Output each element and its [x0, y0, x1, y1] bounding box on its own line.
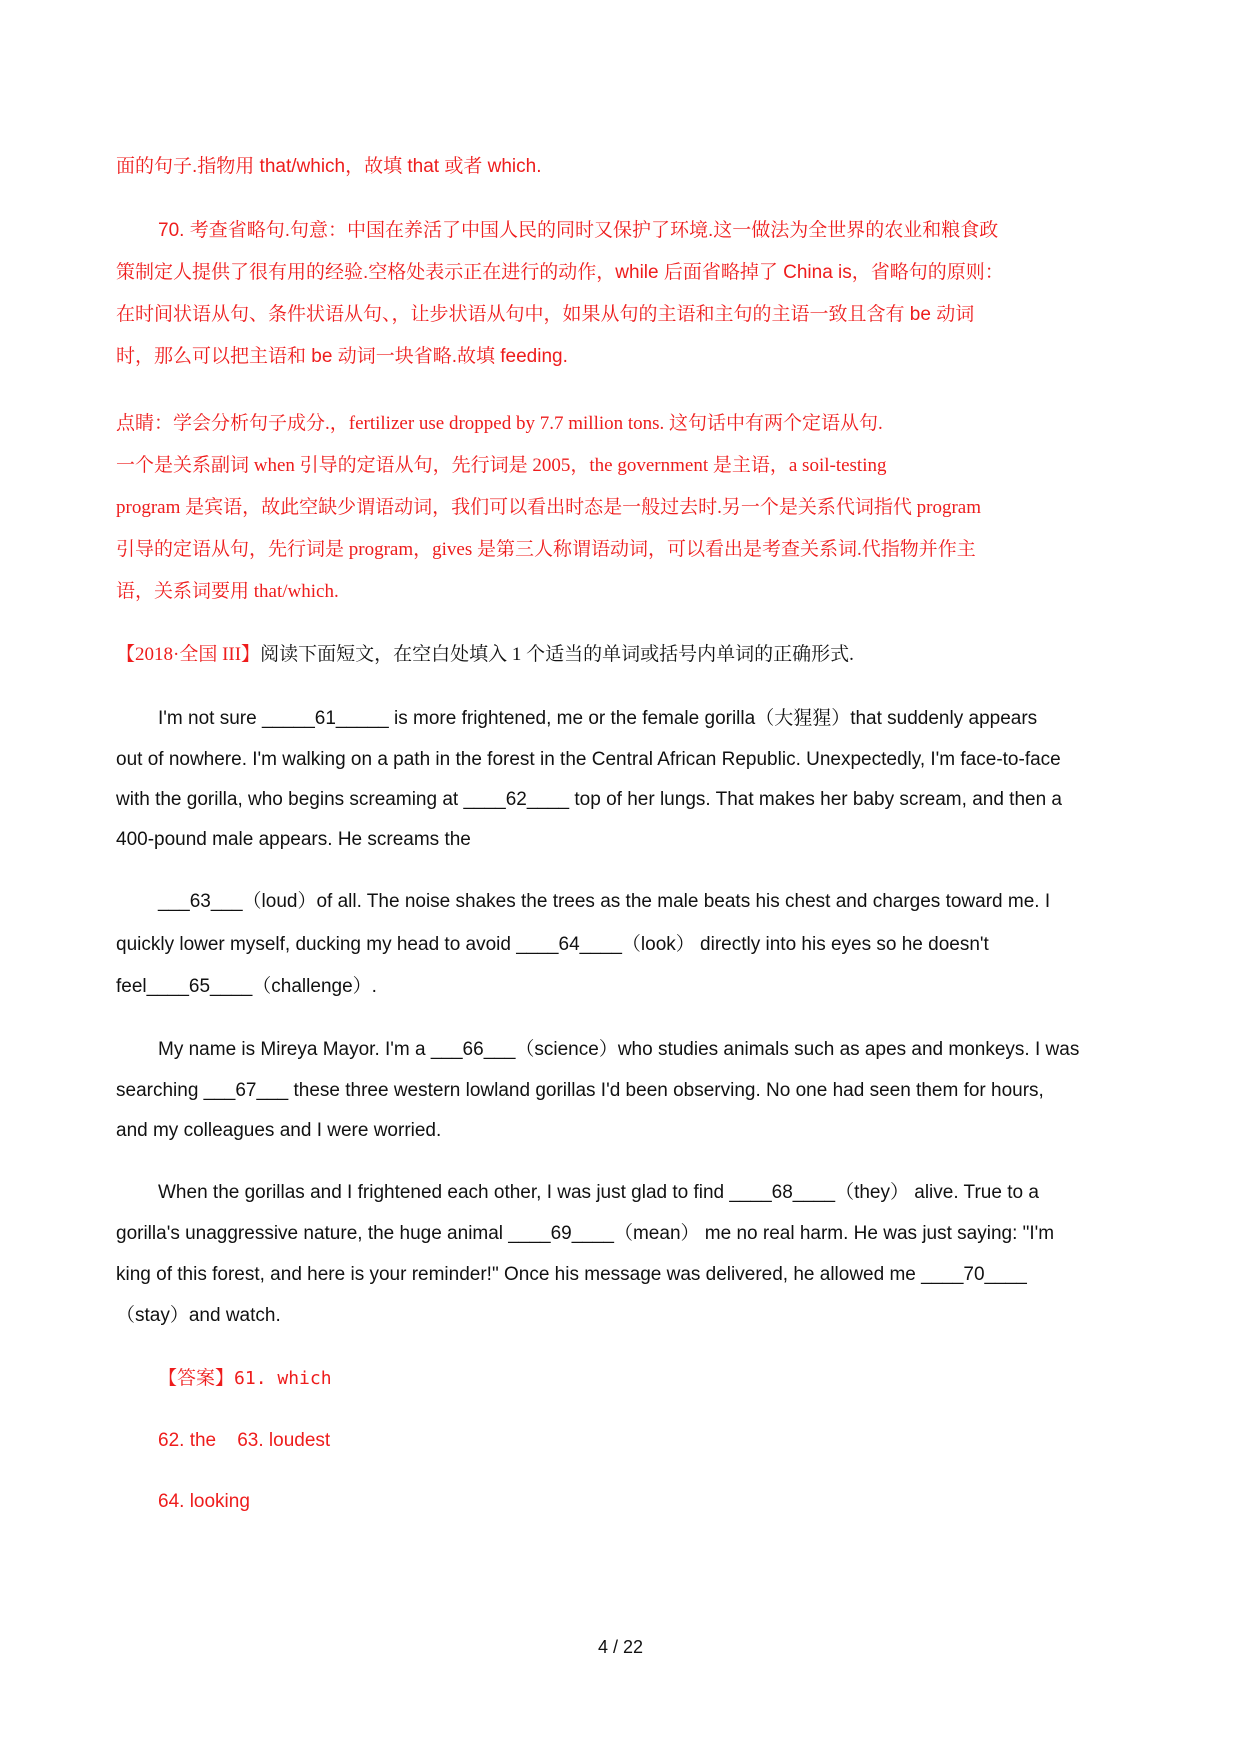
- tip-line-5: 语，关系词要用 that/which.: [116, 581, 339, 602]
- p4-line-1: When the gorillas and I frightened each other, I was just glad to find ____68____（they） alive. True to a: [158, 1182, 1039, 1203]
- q70-line-4: 时，那么可以把主语和 be 动词一块省略.故填 feeding.: [116, 346, 568, 367]
- q70-line-1: 70. 考查省略句.句意：中国在养活了中国人民的同时又保护了环境.这一做法为全世界的农业和粮食政: [158, 220, 999, 241]
- p1-line-1: I'm not sure _____61_____ is more frightened, me or the female gorilla（大猩猩）that suddenly appears: [158, 708, 1038, 729]
- answer-line-1: [158, 1367, 332, 1391]
- section-instruction: 阅读下面短文，在空白处填入 1 个适当的单词或括号内单词的正确形式.: [260, 644, 854, 665]
- answer-label: 【答案】: [158, 1368, 235, 1389]
- p3-line-1: My name is Mireya Mayor. I'm a ___66___（science）who studies animals such as apes and monkeys. I was: [158, 1039, 1080, 1060]
- answer-line-2: 62. the 63. loudest: [158, 1430, 331, 1451]
- tip-line-1: 点睛：学会分析句子成分.，fertilizer use dropped by 7.7 million tons. 这句话中有两个定语从句.: [116, 413, 883, 434]
- tip-line-2: 一个是关系副词 when 引导的定语从句，先行词是 2005，the government 是主语，a soil-testing: [116, 455, 887, 476]
- q70-line-2: 策制定人提供了很有用的经验.空格处表示正在进行的动作，while 后面省略掉了 China is，省略句的原则：: [116, 262, 1004, 283]
- tip-line-4: 引导的定语从句，先行词是 program，gives 是第三人称谓语动词，可以看出是考查关系词.代指物并作主: [116, 539, 976, 560]
- p4-line-3: king of this forest, and here is your reminder!" Once his message was delivered, he allowed me ____70____: [116, 1264, 1027, 1285]
- section-source-label: 【2018·全国 III】: [116, 644, 261, 665]
- page-number: 4 / 22: [597, 1637, 644, 1657]
- tip-line-3: program 是宾语，故此空缺少谓语动词，我们可以看出时态是一般过去时.另一个是关系代词指代 program: [116, 497, 981, 518]
- p3-line-3: and my colleagues and I were worried.: [116, 1120, 442, 1141]
- p1-line-2: out of nowhere. I'm walking on a path in the forest in the Central African Republic. Unexpectedly, I'm face-to-face: [116, 749, 1061, 770]
- p4-line-4: （stay）and watch.: [116, 1305, 281, 1326]
- section-header: [116, 643, 854, 667]
- p2-line-1: ___63___（loud）of all. The noise shakes the trees as the male beats his chest and charges toward me. I: [158, 891, 1051, 912]
- p1-line-4: 400-pound male appears. He screams the: [116, 829, 471, 850]
- analysis-carry-line: 面的句子.指物用 that/which，故填 that 或者 which.: [116, 156, 542, 177]
- p1-line-3: with the gorilla, who begins screaming at ____62____ top of her lungs. That makes her baby scream, and then a: [116, 789, 1063, 810]
- p3-line-2: searching ___67___ these three western lowland gorillas I'd been observing. No one had seen them for hours,: [116, 1080, 1044, 1101]
- p2-line-3: feel____65____（challenge）.: [116, 976, 377, 997]
- p4-line-2: gorilla's unaggressive nature, the huge animal ____69____（mean） me no real harm. He was just saying: "I'm: [116, 1223, 1055, 1244]
- answer-61: 61. which: [234, 1368, 332, 1389]
- q70-line-3: 在时间状语从句、条件状语从句、，让步状语从句中，如果从句的主语和主句的主语一致且含有 be 动词: [116, 304, 975, 325]
- p2-line-2: quickly lower myself, ducking my head to avoid ____64____（look） directly into his eyes so he doesn't: [116, 934, 989, 955]
- answer-line-3: 64. looking: [158, 1491, 250, 1512]
